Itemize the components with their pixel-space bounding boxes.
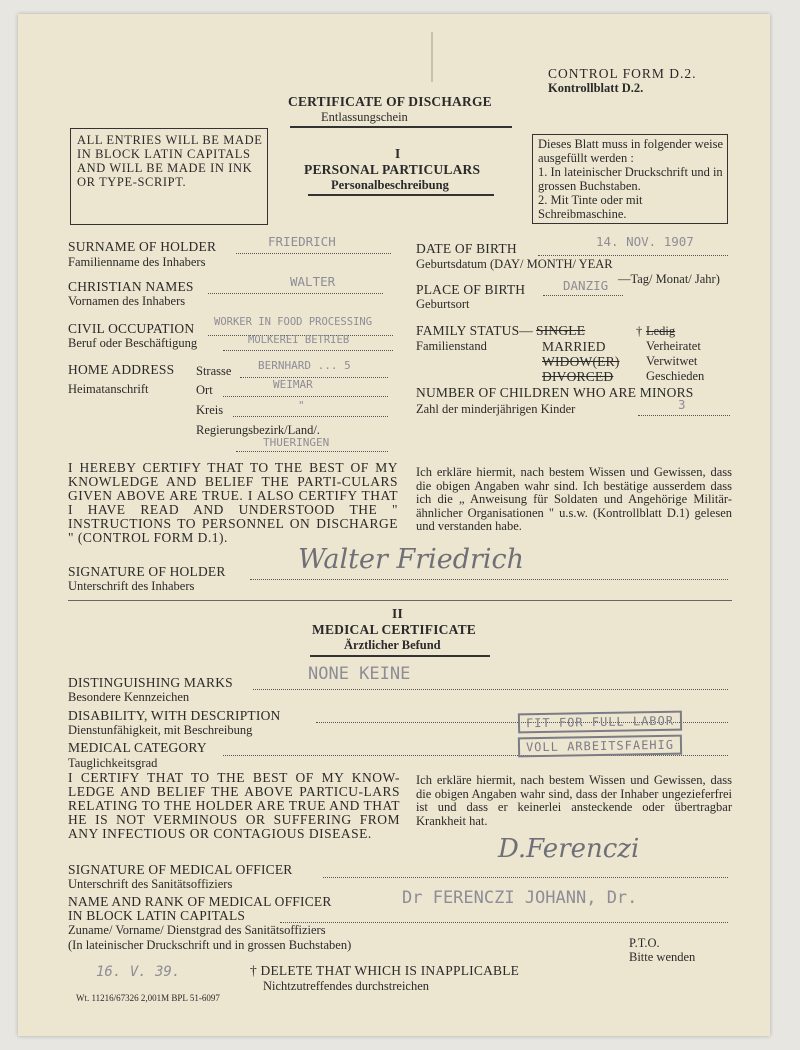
distinguishing-marks-value: NONE KEINE [308, 664, 411, 684]
family-status-single: SINGLE [536, 323, 586, 338]
children-label: NUMBER OF CHILDREN WHO ARE MINORS [416, 385, 694, 400]
instruction-box-de [532, 134, 728, 224]
document-page [18, 14, 770, 1036]
family-status-widow: WIDOW(ER) [542, 354, 620, 369]
section-2-number: II [392, 606, 403, 621]
holder-certification-de: Ich erkläre hiermit, nach bestem Wissen und Gewissen, dass die obigen Angaben wahr sind. Ich bestätige ausserdem dass ich die „ Anweisung für Soldaten und Angehörige Militär-ähnlicher Organisationen " u.s.w. (Kontrollblatt D.1) gelesen und verstanden habe. [416, 465, 732, 534]
christian-names-value: WALTER [290, 274, 336, 289]
holder-certification-en: I HEREBY CERTIFY THAT TO THE BEST OF MY KNOWLEDGE AND BELIEF THE PARTI-CULARS GIVEN ABOVE ARE TRUE. I ALSO CERTIFY THAT I HAVE READ AND UNDERSTOOD THE " INSTRUCTIONS TO PERSONNEL ON DISCHARGE " (CONTROL FORM D.1). [68, 460, 398, 545]
children-label-de: Zahl der minderjährigen Kinder [416, 402, 576, 416]
fit-for-labor-stamp: FIT FOR FULL LABOR [518, 711, 682, 734]
christian-names-label-de: Vornamen des Inhabers [68, 294, 186, 308]
medical-officer-name-label: NAME AND RANK OF MEDICAL OFFICER [68, 894, 332, 909]
pto-label-de: Bitte wenden [629, 950, 696, 964]
arbeitsfaehig-stamp: VOLL ARBEITSFAEHIG [518, 735, 682, 758]
christian-names-label: CHRISTIAN NAMES [68, 279, 194, 294]
holder-signature-line [250, 578, 728, 580]
dob-label-de: Geburtsdatum (DAY/ MONTH/ YEAR [416, 257, 613, 271]
dob-value: 14. NOV. 1907 [596, 234, 694, 249]
holder-signature-label-de: Unterschrift des Inhabers [68, 579, 195, 593]
delete-note-de: Nichtzutreffendes durchstreichen [263, 979, 430, 993]
distinguishing-marks-label: DISTINGUISHING MARKS [68, 675, 233, 690]
kreis-line [233, 415, 388, 417]
medical-category-label-de: Tauglichkeitsgrad [68, 756, 158, 770]
section-2-underline [310, 655, 490, 657]
medical-officer-signature-label-de: Unterschrift des Sanitätsoffiziers [68, 877, 233, 891]
medical-officer-name-value: Dr FERENCZI JOHANN, Dr. [402, 888, 638, 908]
kreis-label: Kreis [196, 403, 224, 417]
occupation-line-2 [223, 349, 393, 351]
family-status-married: MARRIED [542, 339, 606, 354]
instruction-item-2: 2. Mit Tinte oder mit Schreibmaschine. [538, 193, 643, 221]
fold-crease [431, 32, 433, 82]
section-1-underline [308, 194, 494, 196]
occupation-label: CIVIL OCCUPATION [68, 321, 195, 336]
printer-code: Wt. 11216/67326 2,001M BPL 51-6097 [76, 993, 220, 1003]
occupation-label-de: Beruf oder Beschäftigung [68, 336, 198, 350]
ort-line [223, 395, 388, 397]
medical-officer-name-line [280, 921, 728, 923]
ort-value: WEIMAR [273, 378, 313, 391]
regbez-line [236, 450, 388, 452]
holder-signature-label: SIGNATURE OF HOLDER [68, 564, 226, 579]
medical-officer-name-label-de: Zuname/ Vorname/ Dienstgrad des Sanitätsoffiziers [68, 923, 326, 937]
surname-line [236, 252, 391, 254]
medical-certification-en: I CERTIFY THAT TO THE BEST OF MY KNOW-LEDGE AND BELIEF THE ABOVE PARTICU-LARS RELATING TO THE HOLDER ARE TRUE AND THAT HE IS NOT VERMINOUS OR SUFFERING FROM ANY INFECTIOUS OR CONTAGIOUS DISEASE. [68, 770, 400, 841]
medical-officer-signature-line [323, 876, 728, 878]
ort-label: Ort [196, 383, 213, 397]
family-status-verwitwet: Verwitwet [646, 354, 698, 368]
regbez-value: THUERINGEN [263, 436, 330, 449]
medical-officer-signature-label: SIGNATURE OF MEDICAL OFFICER [68, 862, 293, 877]
medical-certification-de: Ich erkläre hiermit, nach bestem Wissen und Gewissen, dass die obigen Angaben wahr sind, dass der Inhaber ungezieferfrei ist und dass er keinerlei ansteckende oder übertragbar Krankheit hat. [416, 773, 732, 828]
medical-officer-name-label-2: IN BLOCK LATIN CAPITALS [68, 908, 246, 923]
christian-names-line [208, 292, 383, 294]
control-form-label: CONTROL FORM D.2. [548, 66, 697, 81]
pob-label-de: Geburtsort [416, 297, 470, 311]
medical-officer-name-label-de-2: (In lateinischer Druckschrift und in grossen Buchstaben) [68, 938, 352, 952]
instruction-box-en [70, 128, 268, 225]
family-status-divorced: DIVORCED [542, 369, 614, 384]
kreis-value: " [298, 399, 305, 412]
title-underline [290, 126, 512, 128]
document-title: CERTIFICATE OF DISCHARGE [288, 94, 492, 109]
pob-line [543, 294, 623, 296]
delete-note: † DELETE THAT WHICH IS INAPPLICABLE [250, 963, 520, 978]
family-status-ledig: Ledig [646, 324, 676, 338]
section-divider [68, 600, 732, 601]
document-title-de: Entlassungschein [321, 110, 408, 124]
strasse-label: Strasse [196, 364, 232, 378]
instruction-item-1: 1. In lateinischer Druckschrift und in grossen Buchstaben. [538, 165, 723, 193]
section-1-title-de: Personalbeschreibung [331, 178, 449, 192]
distinguishing-marks-label-de: Besondere Kennzeichen [68, 690, 190, 704]
strasse-line [240, 376, 388, 378]
pto-label: P.T.O. [629, 936, 660, 950]
medical-officer-signature: D.Ferenczi [498, 834, 640, 864]
strasse-value: BERNHARD ... 5 [258, 359, 351, 372]
section-1-number: I [395, 146, 401, 161]
occupation-value: WORKER IN FOOD PROCESSING [214, 316, 373, 328]
surname-label-de: Familienname des Inhabers [68, 255, 206, 269]
disability-label: DISABILITY, WITH DESCRIPTION [68, 708, 281, 723]
home-address-label: HOME ADDRESS [68, 362, 175, 377]
section-1-title: PERSONAL PARTICULARS [304, 162, 481, 177]
section-2-title: MEDICAL CERTIFICATE [312, 622, 476, 637]
holder-signature: Walter Friedrich [298, 544, 525, 575]
occupation-value-2: MOLKEREI BETRIEB [248, 334, 350, 346]
family-status-label: FAMILY STATUS— [416, 323, 534, 338]
dob-label-de-2: —Tag/ Monat/ Jahr) [618, 272, 720, 286]
medical-category-label: MEDICAL CATEGORY [68, 740, 207, 755]
children-value: 3 [678, 397, 686, 412]
dob-label: DATE OF BIRTH [416, 241, 517, 256]
section-2-title-de: Ärztlicher Befund [344, 638, 441, 652]
instruction-text-en: ALL ENTRIES WILL BE MADE IN BLOCK LATIN CAPITALS AND WILL BE MADE IN INK OR TYPE-SCRIPT. [77, 133, 263, 189]
family-status-verheiratet: Verheiratet [646, 339, 701, 353]
control-form-de: Kontrollblatt D.2. [548, 81, 644, 95]
family-status-label-de: Familienstand [416, 339, 487, 353]
pob-value: DANZIG [563, 278, 609, 293]
instruction-intro-de: Dieses Blatt muss in folgender weise ausgefüllt werden : [538, 137, 724, 165]
pob-label: PLACE OF BIRTH [416, 282, 526, 297]
dob-line [538, 254, 728, 256]
handwritten-date: 16. V. 39. [96, 964, 181, 980]
disability-label-de: Dienstunfähigkeit, mit Beschreibung [68, 723, 253, 737]
children-line [638, 414, 730, 416]
family-status-geschieden: Geschieden [646, 369, 705, 383]
distinguishing-marks-line [253, 688, 728, 690]
surname-label: SURNAME OF HOLDER [68, 239, 217, 254]
dagger-mark: † [636, 324, 643, 338]
home-address-label-de: Heimatanschrift [68, 382, 149, 396]
surname-value: FRIEDRICH [268, 234, 336, 249]
regbez-label: Regierungsbezirk/Land/. [196, 423, 320, 437]
